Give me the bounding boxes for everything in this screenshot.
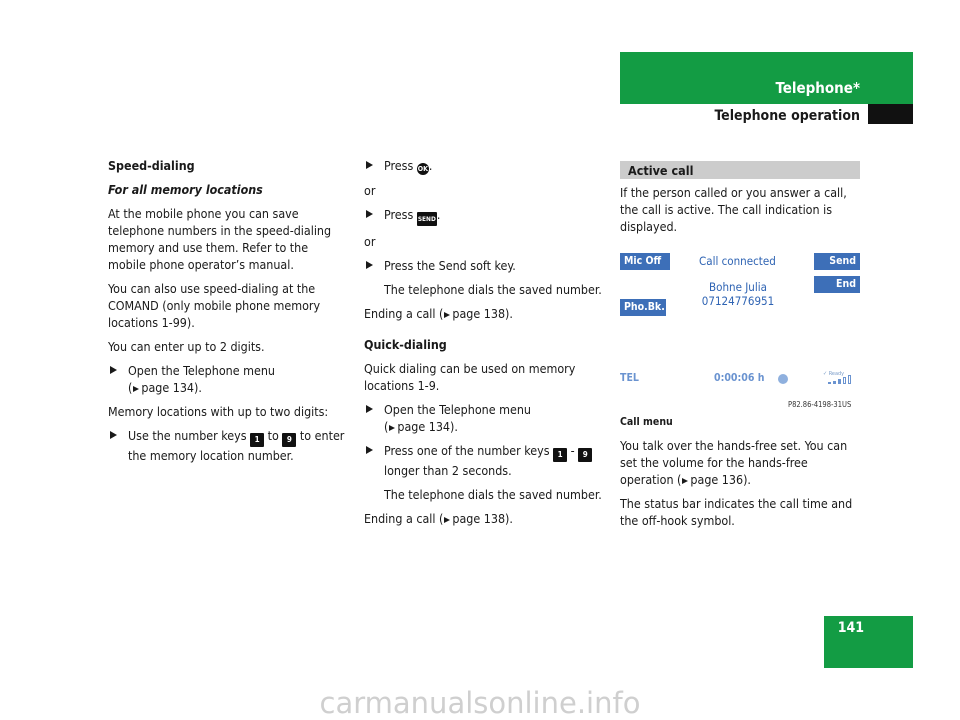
- paragraph: At the mobile phone you can save telephone numbers in the speed-dialing memory and use them. Refer to the mobile phone operator’s manual.: [108, 206, 332, 272]
- result-text: The telephone dials the saved number.: [384, 487, 602, 502]
- mic-off-button[interactable]: Mic Off: [620, 253, 670, 270]
- page-number: 141: [837, 620, 864, 636]
- figure-ref: P82.86-4198-31US: [788, 400, 852, 409]
- key-1-icon: 1: [553, 448, 567, 462]
- bullet-open-menu: Open the Telephone menu ( page 134).: [364, 401, 606, 435]
- contact-name: Bohne Julia: [709, 280, 767, 294]
- section-title: Telephone*: [775, 79, 860, 97]
- send-button[interactable]: Send: [814, 253, 860, 270]
- page-link[interactable]: page 134).: [141, 380, 202, 395]
- subsection-title: Telephone operation: [714, 108, 860, 124]
- arrow-icon: [133, 386, 139, 392]
- bullet-press-number: Press one of the number keys 1 - 9 longer than 2 seconds.: [364, 442, 606, 479]
- paragraph: You can also use speed-dialing at the COMAND (only mobile phone memory locations 1-99).: [108, 281, 321, 330]
- contact-number: 07124776951: [701, 294, 775, 308]
- ending-call: Ending a call ( page 138).: [364, 511, 513, 526]
- ready-label: ✓ Ready: [823, 371, 845, 377]
- ok-key-icon: OK: [417, 165, 428, 173]
- call-status: Call connected: [699, 254, 776, 268]
- header-tab: [868, 104, 913, 124]
- tel-label: TEL: [620, 372, 639, 384]
- paragraph: You can enter up to 2 digits.: [108, 339, 265, 354]
- key-1-icon: 1: [250, 433, 264, 447]
- bullet-number-keys: Use the number keys 1 to 9 to enter the memory location number.: [108, 427, 348, 464]
- bullet-send-softkey: Press the Send soft key.: [364, 257, 606, 274]
- ending-call: Ending a call ( page 138).: [364, 306, 513, 321]
- call-screen: [620, 250, 862, 410]
- heading-quick-dialing: Quick-dialing: [364, 337, 447, 352]
- key-9-icon: 9: [578, 448, 592, 462]
- contact-info: [690, 280, 786, 308]
- paragraph: You talk over the hands-free set. You can set the volume for the hands-free operation ( page 136).: [620, 438, 848, 487]
- subheading: For all memory locations: [108, 182, 263, 197]
- key-9-icon: 9: [282, 433, 296, 447]
- box-title: Active call: [628, 163, 694, 178]
- paragraph: Quick dialing can be used on memory locations 1-9.: [364, 361, 576, 393]
- active-call-box: [620, 161, 860, 179]
- phonebook-button[interactable]: Pho.Bk.: [620, 299, 666, 316]
- paragraph: If the person called or you answer a call, the call is active. The call indication is displayed.: [620, 185, 847, 234]
- send-key-icon: SEND: [417, 212, 437, 226]
- page-link[interactable]: page 134).: [397, 419, 458, 434]
- paragraph: Memory locations with up to two digits:: [108, 404, 329, 419]
- signal-strength-icon: [826, 374, 858, 384]
- page-link[interactable]: page 138).: [452, 306, 513, 321]
- column-right-top: [620, 184, 862, 242]
- watermark: carmanualsonline.info: [319, 686, 641, 720]
- end-button[interactable]: End: [814, 276, 860, 293]
- arrow-icon: [389, 425, 395, 431]
- call-timer: 0:00:06 h: [714, 372, 765, 384]
- bullet-press-ok: Press OK.: [364, 157, 606, 175]
- paragraph: The status bar indicates the call time and the off-hook symbol.: [620, 496, 853, 528]
- result-text: The telephone dials the saved number.: [384, 282, 602, 297]
- figure-caption: Call menu: [620, 416, 673, 428]
- off-hook-icon: [778, 374, 788, 384]
- page-link[interactable]: page 136).: [690, 472, 751, 487]
- heading-speed-dialing: Speed-dialing: [108, 158, 195, 173]
- arrow-icon: [444, 517, 450, 523]
- column-left: [108, 157, 348, 471]
- arrow-icon: [444, 312, 450, 318]
- page-link[interactable]: page 138).: [452, 511, 513, 526]
- or-text: or: [364, 183, 376, 198]
- or-text: or: [364, 234, 376, 249]
- bullet-open-menu: Open the Telephone menu ( page 134).: [108, 362, 348, 396]
- column-middle: [364, 157, 606, 534]
- bullet-press-send: Press SEND.: [364, 206, 606, 226]
- column-right-bottom: [620, 414, 862, 536]
- arrow-icon: [682, 478, 688, 484]
